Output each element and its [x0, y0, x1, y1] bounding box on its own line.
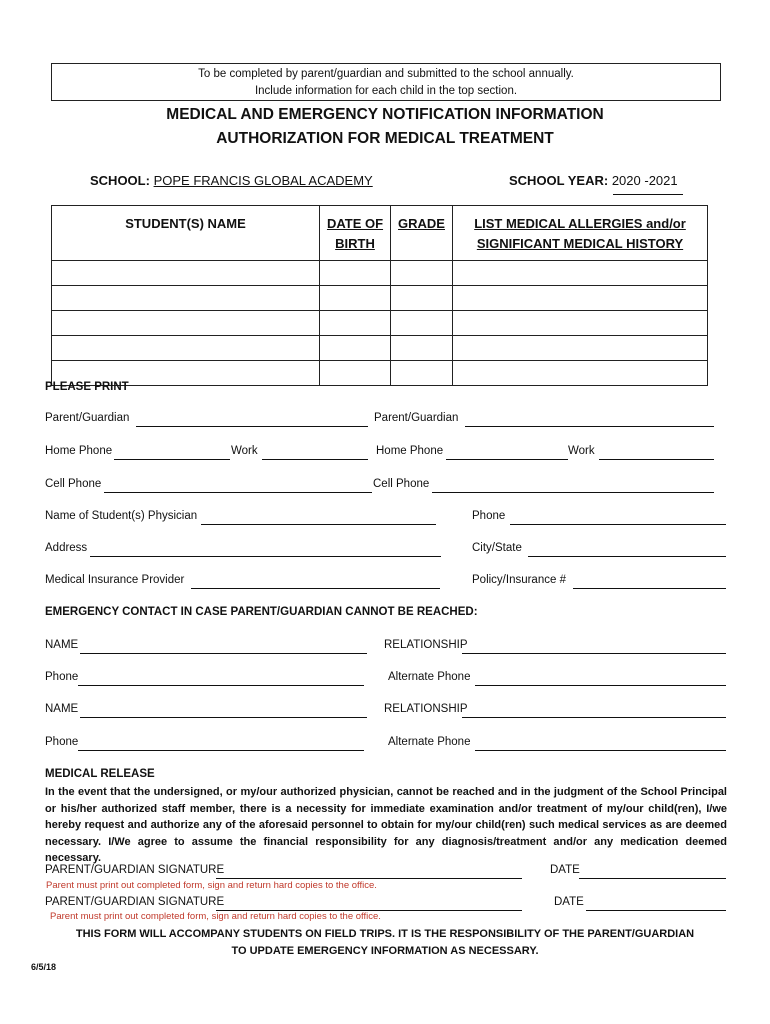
dob-cell[interactable] — [320, 336, 391, 361]
cell-phone-2-label: Cell Phone — [373, 478, 430, 490]
signature-1-label: PARENT/GUARDIAN SIGNATURE — [45, 864, 225, 876]
emergency-phone-2-field[interactable] — [78, 750, 364, 751]
footer-line-2: TO UPDATE EMERGENCY INFORMATION AS NECESSARY. — [231, 945, 539, 957]
grade-cell[interactable] — [391, 311, 453, 336]
form-subtitle: AUTHORIZATION FOR MEDICAL TREATMENT — [216, 130, 554, 147]
revision-date: 6/5/18 — [31, 962, 57, 972]
cell-phone-1-field[interactable] — [104, 492, 372, 493]
grade-cell[interactable] — [391, 286, 453, 311]
emergency-name-1-field[interactable] — [80, 653, 367, 654]
emergency-phone-1-label: Phone — [45, 671, 79, 683]
dob-cell[interactable] — [320, 361, 391, 386]
relationship-1-field[interactable] — [462, 653, 726, 654]
emergency-heading: EMERGENCY CONTACT IN CASE PARENT/GUARDIAN CANNOT BE REACHED: — [45, 606, 478, 618]
col-allergies: LIST MEDICAL ALLERGIES and/or SIGNIFICANT MEDICAL HISTORY — [453, 206, 708, 261]
grade-cell[interactable] — [391, 261, 453, 286]
physician-phone-label: Phone — [472, 510, 506, 522]
student-name-cell[interactable] — [52, 336, 320, 361]
table-row — [52, 336, 708, 361]
parent-guardian-2-label: Parent/Guardian — [374, 412, 459, 424]
student-name-cell[interactable] — [52, 311, 320, 336]
return-note-2: Parent must print out completed form, sign and return hard copies to the office. — [50, 911, 381, 922]
home-phone-2-field[interactable] — [446, 459, 568, 460]
students-table — [51, 205, 708, 386]
col-date-of-birth: DATE OF BIRTH — [320, 206, 391, 261]
cell-phone-2-field[interactable] — [432, 492, 714, 493]
col-student-name: STUDENT(S) NAME — [52, 206, 320, 261]
parent-guardian-2-field[interactable] — [465, 426, 714, 427]
policy-field[interactable] — [573, 588, 726, 589]
physician-label: Name of Student(s) Physician — [45, 510, 198, 522]
school-row: SCHOOL: POPE FRANCIS GLOBAL ACADEMY — [90, 173, 373, 188]
dob-cell[interactable] — [320, 286, 391, 311]
students-table-header — [52, 206, 708, 261]
medical-release-text: In the event that the undersigned, or my/our authorized physician, cannot be reached and in the judgment of the School Principal or his/her authorized staff member, there is a necessity for immediate examination and/or treatment of my/our child(ren), I/we hereby request and authorize any of the aforesaid personnel to obtain for my/our child(ren) such medical services as are deemed necessary. I/We agree to assume the financial responsibility for any diagnosis/treatment and/or any medication deemed necessary. — [45, 786, 727, 864]
policy-label: Policy/Insurance # — [472, 574, 566, 586]
table-row — [52, 261, 708, 286]
address-field[interactable] — [90, 556, 441, 557]
emergency-phone-1-field[interactable] — [78, 685, 364, 686]
allergies-cell[interactable] — [453, 336, 708, 361]
instructions-box — [51, 63, 721, 101]
school-year-value: 2020 -2021 — [611, 173, 678, 188]
emergency-name-1-label: NAME — [45, 639, 79, 651]
table-row — [52, 361, 708, 386]
home-phone-1-label: Home Phone — [45, 445, 113, 457]
signature-1-field[interactable] — [216, 878, 522, 879]
signature-2-label: PARENT/GUARDIAN SIGNATURE — [45, 896, 225, 908]
school-year-label: SCHOOL YEAR — [509, 173, 604, 188]
insurance-field[interactable] — [191, 588, 440, 589]
work-2-label: Work — [568, 445, 595, 457]
work-1-label: Work — [231, 445, 258, 457]
dob-cell[interactable] — [320, 261, 391, 286]
city-state-field[interactable] — [528, 556, 726, 557]
cell-phone-1-label: Cell Phone — [45, 478, 102, 490]
physician-field[interactable] — [201, 524, 436, 525]
instructions-line-2: Include information for each child in the top section. — [254, 85, 518, 97]
work-2-field[interactable] — [599, 459, 714, 460]
home-phone-2-label: Home Phone — [376, 445, 444, 457]
grade-cell[interactable] — [391, 336, 453, 361]
address-label: Address — [45, 542, 88, 554]
please-print-label: PLEASE PRINT — [45, 381, 129, 393]
student-name-cell[interactable] — [52, 261, 320, 286]
city-state-label: City/State — [472, 542, 522, 554]
alt-phone-1-field[interactable] — [475, 685, 726, 686]
school-year-underline — [613, 194, 683, 195]
emergency-phone-2-label: Phone — [45, 736, 79, 748]
student-name-cell[interactable] — [52, 286, 320, 311]
date-1-label: DATE — [550, 864, 580, 876]
table-row — [52, 286, 708, 311]
date-2-label: DATE — [554, 896, 584, 908]
home-phone-1-field[interactable] — [114, 459, 230, 460]
instructions-line-1: To be completed by parent/guardian and submitted to the school annually. — [198, 68, 574, 80]
allergies-cell[interactable] — [453, 311, 708, 336]
grade-cell[interactable] — [391, 361, 453, 386]
return-note-1: Parent must print out completed form, sign and return hard copies to the office. — [46, 880, 377, 891]
parent-guardian-1-label: Parent/Guardian — [45, 412, 130, 424]
date-2-field[interactable] — [586, 910, 726, 911]
alt-phone-2-field[interactable] — [475, 750, 726, 751]
parent-guardian-1-field[interactable] — [136, 426, 368, 427]
relationship-2-field[interactable] — [462, 717, 726, 718]
emergency-name-2-field[interactable] — [80, 717, 367, 718]
relationship-2-label: RELATIONSHIP — [384, 703, 468, 715]
col-grade: GRADE — [391, 206, 453, 261]
date-1-field[interactable] — [579, 878, 726, 879]
form-title: MEDICAL AND EMERGENCY NOTIFICATION INFORMATION — [166, 106, 604, 123]
relationship-1-label: RELATIONSHIP — [384, 639, 468, 651]
school-label: SCHOOL — [90, 173, 146, 188]
emergency-name-2-label: NAME — [45, 703, 79, 715]
allergies-cell[interactable] — [453, 361, 708, 386]
dob-cell[interactable] — [320, 311, 391, 336]
allergies-cell[interactable] — [453, 286, 708, 311]
insurance-label: Medical Insurance Provider — [45, 574, 185, 586]
allergies-cell[interactable] — [453, 261, 708, 286]
alt-phone-1-label: Alternate Phone — [388, 671, 471, 683]
school-name: POPE FRANCIS GLOBAL ACADEMY — [153, 173, 373, 188]
school-year-row: SCHOOL YEAR: 2020 -2021 — [509, 173, 678, 188]
physician-phone-field[interactable] — [510, 524, 726, 525]
table-row — [52, 311, 708, 336]
footer-line-1: THIS FORM WILL ACCOMPANY STUDENTS ON FIELD TRIPS. IT IS THE RESPONSIBILITY OF THE PARENT/GUARDIAN — [75, 928, 695, 940]
medical-release-heading: MEDICAL RELEASE — [45, 768, 155, 780]
alt-phone-2-label: Alternate Phone — [388, 736, 471, 748]
work-1-field[interactable] — [262, 459, 368, 460]
